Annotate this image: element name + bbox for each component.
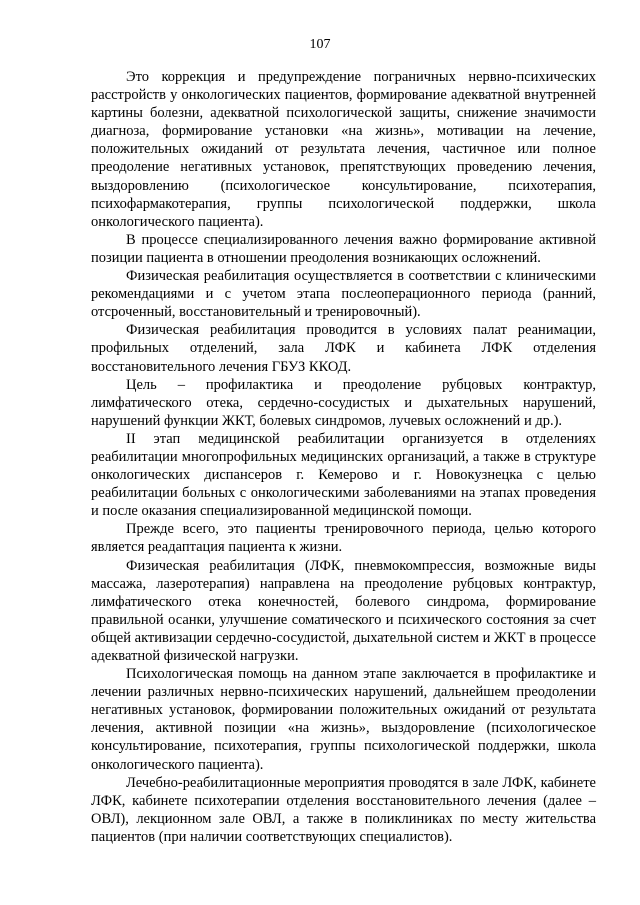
paragraph-5: Цель – профилактика и преодоление рубцовых контрактур, лимфатического отека, сердечно-сосудистых и дыхательных нарушений, нарушений функции ЖКТ, болевых синдромов, лучевых осложнений и др.). <box>91 376 596 429</box>
paragraph-8: Физическая реабилитация (ЛФК, пневмокомпрессия, возможные виды массажа, лазеротерапия) направлена на преодоление рубцовых контрактур, лимфатического отека конечностей, болевого синдрома, формирование правильной осанки, улучшение соматического и психического состояния за счет общей активизации сердечно-сосудистой, дыхательной систем и ЖКТ в процессе адекватной физической нагрузки. <box>91 557 596 664</box>
paragraph-2: В процессе специализированного лечения важно формирование активной позиции пациента в отношении преодоления возникающих осложнений. <box>91 231 596 266</box>
paragraph-1: Это коррекция и предупреждение пограничных нервно-психических расстройств у онкологических пациентов, формирование адекватной внутренней картины болезни, адекватной психологической защиты, снижение значимости диагноза, формирование установки «на жизнь», мотивации на лечение, положительных ожиданий от результата лечения, частичное или полное преодоление негативных установок, препятствующих проведению лечения, выздоровлению (психологическое консультирование, психотерапия, психофармакотерапия, группы психологической поддержки, школа онкологического пациента). <box>91 69 596 230</box>
document-body <box>91 68 596 846</box>
page-number: 107 <box>309 37 331 52</box>
paragraph-6: II этап медицинской реабилитации организуется в отделениях реабилитации многопрофильных медицинских организаций, а также в структуре онкологических диспансеров г. Кемерово и г. Новокузнецка с целью реабилитации больных с онкологическими заболеваниями на этапах проведения и после оказания специализированной медицинской помощи. <box>91 430 596 520</box>
paragraph-10: Лечебно-реабилитационные мероприятия проводятся в зале ЛФК, кабинете ЛФК, кабинете психотерапии отделения восстановительного лечения (далее – ОВЛ), лекционном зале ОВЛ, а также в поликлиниках по месту жительства пациентов (при наличии соответствующих специалистов). <box>91 774 596 845</box>
paragraph-3: Физическая реабилитация осуществляется в соответствии с клиническими рекомендациями и с учетом этапа послеоперационного периода (ранний, отсроченный, восстановительный и тренировочный). <box>91 268 596 321</box>
paragraph-7: Прежде всего, это пациенты тренировочного периода, целью которого является реадаптация пациента к жизни. <box>91 521 596 556</box>
paragraph-9: Психологическая помощь на данном этапе заключается в профилактике и лечении различных нервно-психических нарушений, дальнейшем преодолении негативных установок, формировании положительных ожиданий от результата лечения, активной позиции «на жизнь», выздоровление (психологическое консультирование, психотерапия, группы психологической поддержки, школа онкологического пациента). <box>91 666 596 773</box>
paragraph-4: Физическая реабилитация проводится в условиях палат реанимации, профильных отделений, зала ЛФК и кабинета ЛФК отделения восстановительного лечения ГБУЗ ККОД. <box>91 322 596 375</box>
